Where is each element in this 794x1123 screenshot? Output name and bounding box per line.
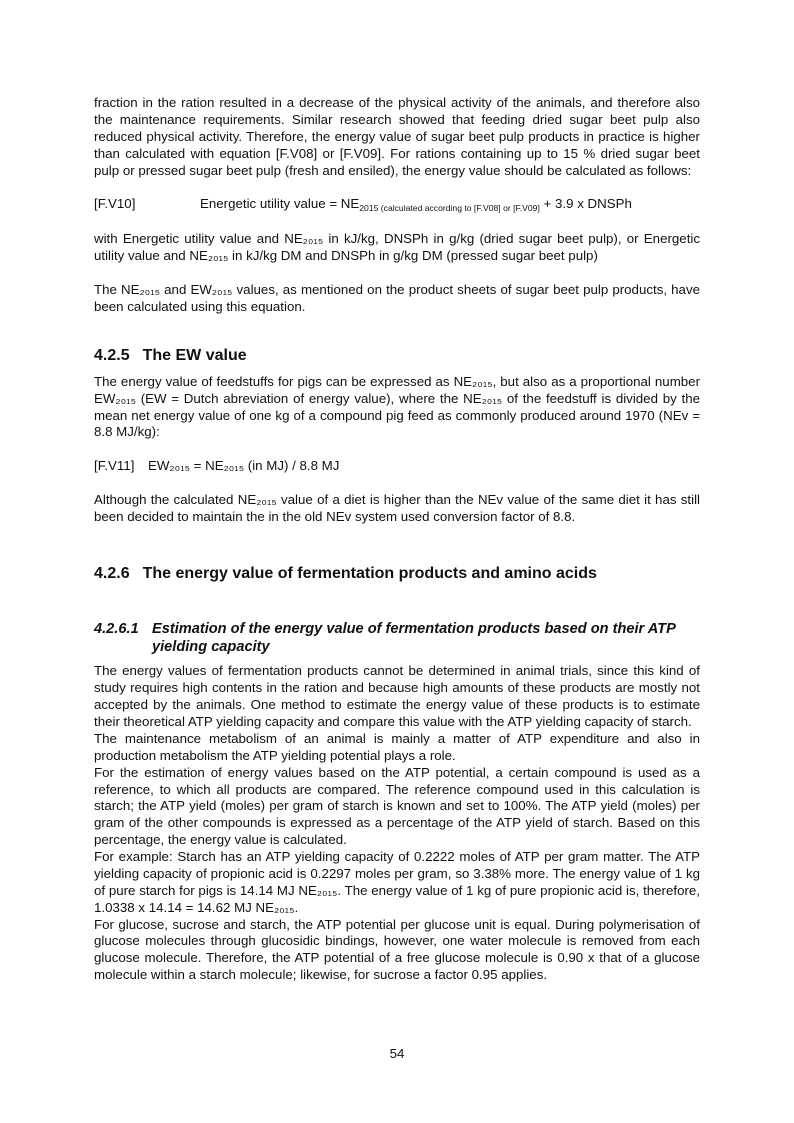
equation-fv11-label: [F.V11] [94,458,135,474]
para-product-sheets: The NE₂₀₁₅ and EW₂₀₁₅ values, as mentioned on the product sheets of sugar beet pulp products, have been calculated using this equation. [94,282,700,314]
equation-fv10-pre: Energetic utility value = NE [200,196,360,212]
page-number: 54 [389,1046,405,1061]
section-number: 4.2.5 [94,346,130,364]
para-glucose-sucrose-starch: For glucose, sucrose and starch, the ATP potential per glucose unit is equal. During polymerisation of glucose molecules through glucosidic bindings, however, one water molecule is removed from each glucose molecule. Therefore, the ATP potential of a free glucose molecule is 0.90 x that of a glucose molecule within a starch molecule; likewise, for sucrose a factor 0.95 applies. [94,916,700,983]
equation-fv11-body: EW₂₀₁₅ = NE₂₀₁₅ (in MJ) / 8.8 MJ [148,458,340,474]
para-atp-reference-starch: For the estimation of energy values based on the ATP potential, a certain compound is used as a reference, to which all products are compared. The reference compound used in this calculation is starch; the ATP yield (moles) per gram of starch is known and set to 100%. The ATP yield (moles) per gram of the other compounds is expressed as a percentage of the ATP yield of starch. Based on this percentage, the energy value is calculated. [94,764,700,848]
subsection-title: Estimation of the energy value of fermentation products based on their ATP yielding capacity [152,620,676,656]
section-number: 4.2.6 [94,564,130,582]
section-title: The EW value [142,346,247,364]
para-fermentation-products-trials: The energy values of fermentation products cannot be determined in animal trials, since this kind of study requires high contents in the ration and because high amounts of these products are mostly not accepted by the animals. One method to estimate the energy value of these products is to estimate their theoretical ATP yielding capacity and compare this value with the ATP yielding capacity of starch. [94,663,700,729]
equation-fv10-label: [F.V10] [94,196,136,212]
section-heading-4-2-6 [94,564,700,584]
subsection-number: 4.2.6.1 [94,620,139,637]
para-maintenance-metabolism: The maintenance metabolism of an animal is mainly a matter of ATP expenditure and also in production metabolism the ATP yielding potential plays a role. [94,730,700,763]
section-heading-4-2-5 [94,346,700,366]
section-title: The energy value of fermentation products and amino acids [142,564,597,582]
subsection-heading-4-2-6-1 [94,620,700,656]
para-nev-conversion-factor: Although the calculated NE₂₀₁₅ value of a diet is higher than the NEv value of the same diet it has still been decided to maintain the in the old NEv system used conversion factor of 8.8. [94,492,700,525]
para-fv10-variable-definitions: with Energetic utility value and NE₂₀₁₅ in kJ/kg, DNSPh in g/kg (dried sugar beet pulp), or Energetic utility value and NE₂₀₁₅ in kJ/kg DM and DNSPh in g/kg DM (pressed sugar beet pulp) [94,231,700,264]
para-example-propionic-acid: For example: Starch has an ATP yielding capacity of 0.2222 moles of ATP per gram matter. The ATP yielding capacity of propionic acid is 0.2297 moles per gram, so 3.38% more. The energy value of 1 kg of pure starch for pigs is 14.14 MJ NE₂₀₁₅. The energy value of 1 kg of pure propionic acid is, therefore, 1.0338 x 14.14 = 14.62 MJ NE₂₀₁₅. [94,849,700,915]
equation-fv10-body [200,196,632,214]
para-sugar-beet-pulp-activity: fraction in the ration resulted in a decrease of the physical activity of the animals, and therefore also the maintenance requirements. Similar research showed that feeding dried sugar beet pulp also reduced physical activity. Therefore, the energy value of sugar beet pulp products in practice is higher than calculated with equation [F.V08] or [F.V09]. For rations containing up to 15 % dried sugar beet pulp or pressed sugar beet pulp (fresh and ensiled), the energy value should be calculated as follows: [94,95,700,178]
equation-fv11 [94,458,700,475]
equation-fv10-subscript-note: 2015 (calculated according to [F.V08] or [F.V09] [359,203,540,214]
para-ew-definition: The energy value of feedstuffs for pigs can be expressed as NE₂₀₁₅, but also as a proportional number EW₂₀₁₅ (EW = Dutch abreviation of energy value), where the NE₂₀₁₅ of the feedstuff is divided by the mean net energy value of one kg of a compound pig feed as commonly produced around 1970 (NEv = 8.8 MJ/kg): [94,373,700,440]
equation-fv10-post: + 3.9 x DNSPh [539,196,632,212]
equation-fv10 [94,196,700,214]
